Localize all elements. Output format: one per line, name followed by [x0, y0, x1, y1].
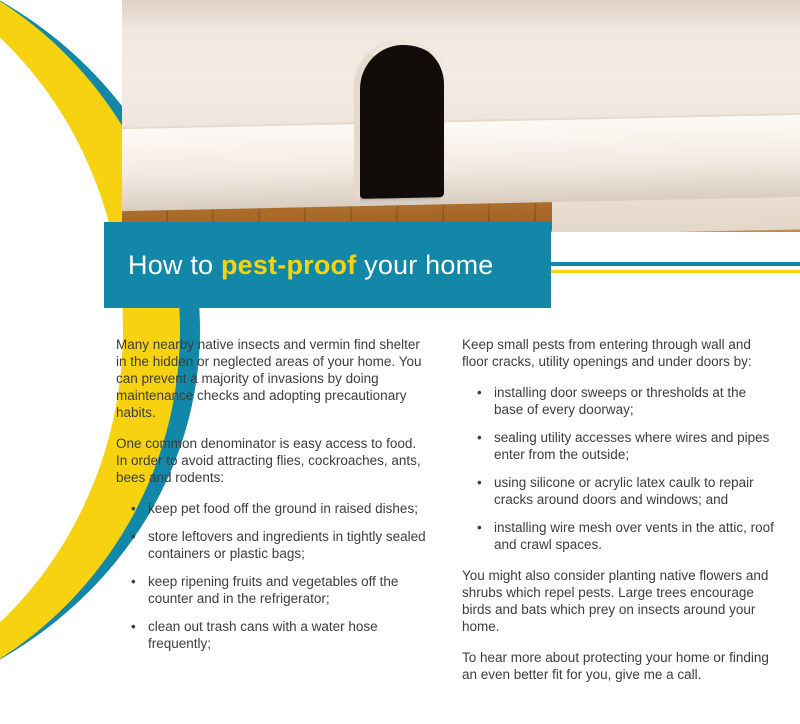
right-bullet-list	[462, 384, 775, 553]
page-title-suffix: your home	[356, 249, 494, 280]
hero-baseboard	[122, 113, 800, 211]
list-item: • clean out trash cans with a water hose frequently;	[148, 618, 429, 652]
list-item: • keep ripening fruits and vegetables off the counter and in the refrigerator;	[148, 573, 429, 607]
mouse-hole-trim	[354, 39, 450, 201]
left-column	[116, 336, 429, 697]
list-item: • installing door sweeps or thresholds at the base of every doorway;	[494, 384, 775, 418]
header-rule-teal	[551, 262, 800, 266]
title-band	[104, 222, 551, 308]
body-columns	[116, 336, 776, 697]
left-paragraph-2: One common denominator is easy access to food. In order to avoid attracting flies, cockroaches, ants, bees and rodents:	[116, 436, 421, 485]
right-paragraph-2: You might also consider planting native flowers and shrubs which repel pests. Large trees encourage birds and bats which prey on insects around your home.	[462, 568, 769, 634]
hero-image	[122, 0, 800, 232]
left-paragraph-1: Many nearby native insects and vermin find shelter in the hidden or neglected areas of your home. You can prevent a majority of invasions by doing maintenance checks and adopting precautionary habits.	[116, 337, 422, 420]
list-item: • store leftovers and ingredients in tightly sealed containers or plastic bags;	[148, 528, 429, 562]
list-item: • sealing utility accesses where wires and pipes enter from the outside;	[494, 429, 775, 463]
page-title-emphasis: pest-proof	[220, 249, 357, 280]
left-bullet-list	[116, 500, 429, 652]
list-item: • using silicone or acrylic latex caulk to repair cracks around doors and windows; and	[494, 474, 775, 508]
page-title-prefix: How to	[128, 249, 221, 280]
page-title	[128, 250, 494, 281]
right-paragraph-1: Keep small pests from entering through wall and floor cracks, utility openings and under doors by:	[462, 337, 752, 369]
list-item: • keep pet food off the ground in raised dishes;	[148, 500, 429, 517]
header-rule-yellow	[551, 270, 800, 273]
hero-wall-shadow	[122, 0, 800, 30]
right-column	[462, 336, 775, 697]
list-item: • installing wire mesh over vents in the attic, roof and crawl spaces.	[494, 519, 775, 553]
right-paragraph-3: To hear more about protecting your home or finding an even better fit for you, give me a call.	[462, 650, 769, 682]
